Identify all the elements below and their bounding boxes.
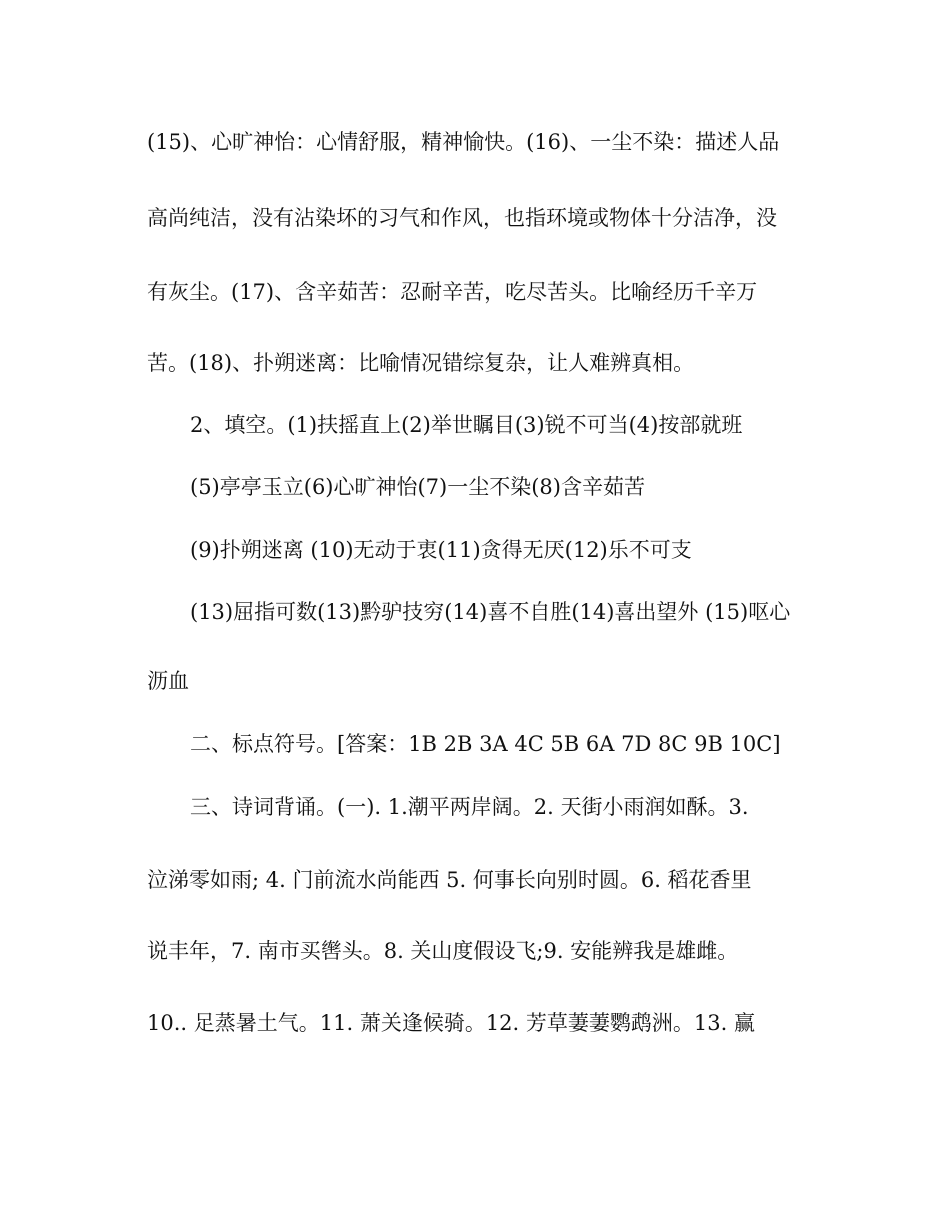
- text-line: 三、诗词背诵。(一). 1.潮平两岸阔。2. 天街小雨润如酥。3.: [190, 795, 749, 819]
- text-line: (15)、心旷神怡：心情舒服，精神愉快。(16)、一尘不染：描述人品: [147, 130, 780, 154]
- text-line: 二、标点符号。[答案：1B 2B 3A 4C 5B 6A 7D 8C 9B 10C]: [190, 732, 781, 756]
- text-line: 苦。(18)、扑朔迷离：比喻情况错综复杂，让人难辨真相。: [147, 351, 695, 375]
- text-line: 2、填空。(1)扶摇直上(2)举世瞩目(3)锐不可当(4)按部就班: [190, 413, 743, 437]
- text-line: 沥血: [147, 669, 189, 693]
- text-line: 有灰尘。(17)、含辛茹苦：忍耐辛苦，吃尽苦头。比喻经历千辛万: [147, 280, 758, 304]
- text-line: (5)亭亭玉立(6)心旷神怡(7)一尘不染(8)含辛茹苦: [190, 475, 645, 499]
- text-line: 10.. 足蒸暑土气。11. 萧关逢候骑。12. 芳草萋萋鹦鹉洲。13. 赢: [147, 1011, 755, 1035]
- text-line: 泣涕零如雨; 4. 门前流水尚能西 5. 何事长向别时圆。6. 稻花香里: [147, 868, 752, 892]
- text-line: (9)扑朔迷离 (10)无动于衷(11)贪得无厌(12)乐不可支: [190, 538, 692, 562]
- text-line: (13)屈指可数(13)黔驴技穷(14)喜不自胜(14)喜出望外 (15)呕心: [190, 600, 791, 624]
- text-line: 高尚纯洁，没有沾染坏的习气和作风，也指环境或物体十分洁净，没: [147, 206, 777, 230]
- text-line: 说丰年，7. 南市买辔头。8. 关山度假设飞;9. 安能辨我是雄雌。: [147, 939, 739, 963]
